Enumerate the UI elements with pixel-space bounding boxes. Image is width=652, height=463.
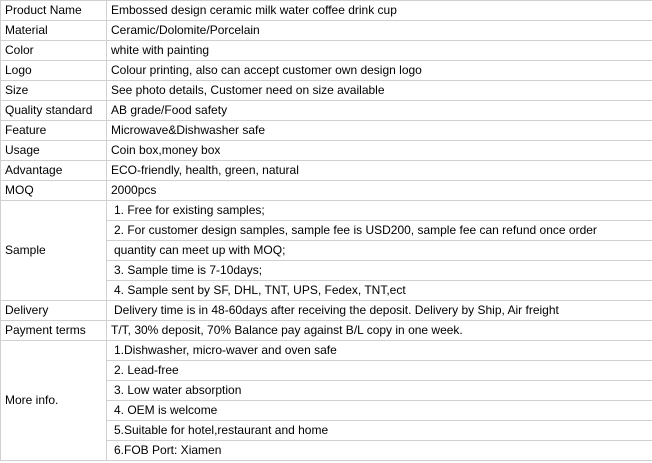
row-label-delivery: Delivery [1, 301, 107, 321]
table-row [1, 141, 652, 161]
row-value-quality-standard: AB grade/Food safety [107, 101, 652, 121]
row-label-logo: Logo [1, 61, 107, 81]
table-row [1, 341, 652, 361]
row-value-feature: Microwave&Dishwasher safe [107, 121, 652, 141]
row-value-sample-1: 1. Free for existing samples; [107, 201, 652, 221]
row-value-more-info-1: 1.Dishwasher, micro-waver and oven safe [107, 341, 652, 361]
row-value-moq: 2000pcs [107, 181, 652, 201]
table-row [1, 321, 652, 341]
row-value-logo: Colour printing, also can accept customer own design logo [107, 61, 652, 81]
table-row [1, 1, 652, 21]
row-label-color: Color [1, 41, 107, 61]
row-value-more-info-3: 3. Low water absorption [107, 381, 652, 401]
row-label-payment-terms: Payment terms [1, 321, 107, 341]
row-value-sample-4: 3. Sample time is 7-10days; [107, 261, 652, 281]
row-value-sample-3: quantity can meet up with MOQ; [107, 241, 652, 261]
row-value-more-info-5: 5.Suitable for hotel,restaurant and home [107, 421, 652, 441]
row-value-delivery: Delivery time is in 48-60days after receiving the deposit. Delivery by Ship, Air freight [107, 301, 652, 321]
row-label-material: Material [1, 21, 107, 41]
row-value-more-info-6: 6.FOB Port: Xiamen [107, 441, 652, 461]
row-label-size: Size [1, 81, 107, 101]
table-row [1, 121, 652, 141]
row-value-sample-2: 2. For customer design samples, sample fee is USD200, sample fee can refund once order [107, 221, 652, 241]
table-row [1, 41, 652, 61]
row-value-more-info-4: 4. OEM is welcome [107, 401, 652, 421]
row-label-more-info: More info. [1, 341, 107, 461]
table-row [1, 161, 652, 181]
row-value-usage: Coin box,money box [107, 141, 652, 161]
row-value-product-name: Embossed design ceramic milk water coffee drink cup [107, 1, 652, 21]
row-value-size: See photo details, Customer need on size available [107, 81, 652, 101]
row-label-advantage: Advantage [1, 161, 107, 181]
row-label-sample: Sample [1, 201, 107, 301]
row-value-material: Ceramic/Dolomite/Porcelain [107, 21, 652, 41]
row-label-moq: MOQ [1, 181, 107, 201]
row-label-usage: Usage [1, 141, 107, 161]
row-value-sample-5: 4. Sample sent by SF, DHL, TNT, UPS, Fedex, TNT,ect [107, 281, 652, 301]
table-row [1, 81, 652, 101]
row-value-more-info-2: 2. Lead-free [107, 361, 652, 381]
table-row [1, 201, 652, 221]
table-row [1, 101, 652, 121]
row-label-product-name: Product Name [1, 1, 107, 21]
row-value-payment-terms: T/T, 30% deposit, 70% Balance pay against B/L copy in one week. [107, 321, 652, 341]
row-value-color: white with painting [107, 41, 652, 61]
row-value-advantage: ECO-friendly, health, green, natural [107, 161, 652, 181]
row-label-quality-standard: Quality standard [1, 101, 107, 121]
row-label-feature: Feature [1, 121, 107, 141]
table-row [1, 61, 652, 81]
table-row [1, 301, 652, 321]
table-row [1, 21, 652, 41]
table-row [1, 181, 652, 201]
